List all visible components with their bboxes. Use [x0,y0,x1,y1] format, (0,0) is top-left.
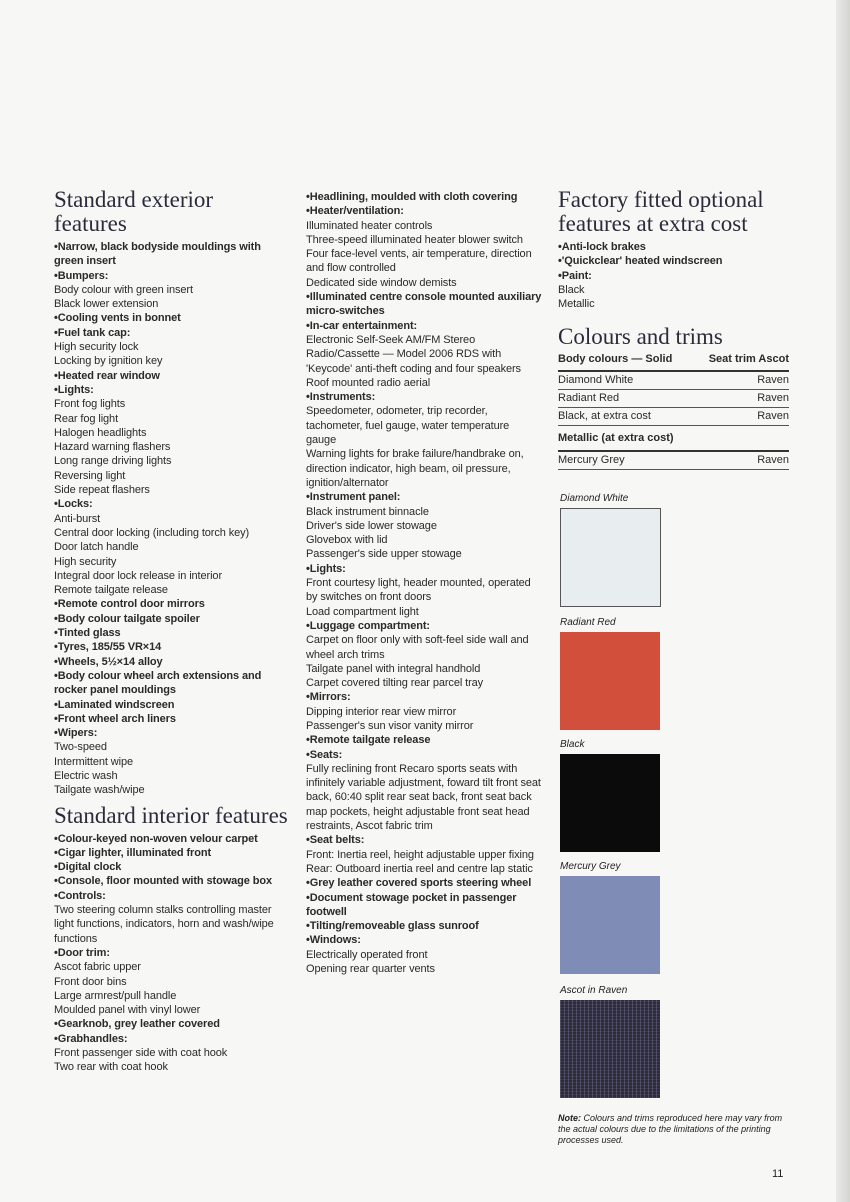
feature-heading: • Laminated windscreen [54,698,290,712]
interior-list-continued [306,190,542,976]
seat-trim: Raven [697,390,789,408]
swatch-label: Black [560,739,585,750]
feature-item: Hazard warning flashers [54,441,171,454]
feature-item: Remote tailgate release [54,584,168,597]
feature-heading: • Headlining, moulded with cloth covering [306,190,542,204]
swatch-label: Ascot in Raven [560,985,628,996]
colour-swatch [560,1000,660,1098]
feature-item: Intermittent wipe [54,755,134,768]
feature-item: Speedometer, odometer, trip recorder, tachometer, fuel gauge, water temperature gauge [306,405,510,447]
feature-item: Locking by ignition key [54,355,163,368]
feature-item: Side repeat flashers [54,484,150,497]
feature-heading: • Digital clock [54,860,290,874]
feature-item: Glovebox with lid [306,534,388,547]
feature-heading: • Controls: [54,889,290,903]
note-text: Colours and trims reproduced here may vary from the actual colours due to the limitations of the printing processes used. [558,1113,783,1145]
feature-item: Front passenger side with coat hook [54,1047,228,1060]
feature-heading: • Paint: [558,269,789,283]
feature-item: Fully reclining front Recaro sports seats with infinitely variable adjustment, foward tilt front seat back, 60:40 split rear seat back, front seat back map pockets, height adjustable front seat head restraints, Ascot fabric trim [306,762,541,833]
feature-heading: • Locks: [54,497,290,511]
interior-section [54,804,290,1075]
feature-item: Carpet on floor only with soft-feel side wall and wheel arch trims [306,634,529,661]
colours-header-right: Seat trim Ascot [708,353,789,366]
feature-heading: • Seats: [306,748,542,762]
column-left [54,188,290,1075]
feature-item: Door latch handle [54,541,139,554]
feature-item: Black instrument binnacle [306,505,429,518]
feature-heading: • Colour-keyed non-woven velour carpet [54,832,290,846]
feature-item: Driver's side lower stowage [306,519,437,532]
feature-item: Ascot fabric upper [54,961,141,974]
feature-heading: • Body colour tailgate spoiler [54,612,290,626]
colour-row [558,451,789,470]
feature-item: Tailgate panel with integral handhold [306,662,481,675]
colour-row [558,371,789,390]
interior-title: Standard interior features [54,802,288,828]
feature-heading: • Gearknob, grey leather covered [54,1017,290,1031]
feature-item: Passenger's sun visor vanity mirror [306,719,474,732]
feature-item: Load compartment light [306,605,419,618]
feature-heading: • Document stowage pocket in passenger footwell [306,891,542,920]
feature-heading: • Front wheel arch liners [54,712,290,726]
feature-heading: • Lights: [54,383,290,397]
page-number: 11 [772,1168,784,1180]
feature-item: Black lower extension [54,298,159,311]
feature-item: Carpet covered tilting rear parcel tray [306,677,484,690]
feature-heading: • Heated rear window [54,369,290,383]
feature-item: Tailgate wash/wipe [54,784,145,797]
feature-item: Front fog lights [54,398,126,411]
feature-item: Electronic Self-Seek AM/FM Stereo Radio/Cassette — Model 2006 RDS with 'Keycode' anti-theft coding and four speakers [306,333,521,375]
feature-item: Moulded panel with vinyl lower [54,1004,201,1017]
feature-item: Illuminated heater controls [306,219,433,232]
optional-list [558,240,789,311]
feature-heading: • 'Quickclear' heated windscreen [558,254,789,268]
feature-heading: • Wheels, 5½×14 alloy [54,655,290,669]
colour-name: Mercury Grey [558,451,697,470]
feature-heading: • Tilting/removeable glass sunroof [306,919,542,933]
feature-heading: • Cigar lighter, illuminated front [54,846,290,860]
seat-trim: Raven [697,408,789,426]
feature-heading: • Tinted glass [54,626,290,640]
feature-heading: • In-car entertainment: [306,319,542,333]
metallic-header: Metallic (at extra cost) [558,426,789,452]
feature-heading: • Illuminated centre console mounted auxiliary micro-switches [306,290,542,319]
feature-item: Anti-burst [54,512,101,525]
swatch-label: Diamond White [560,493,629,504]
feature-heading: • Body colour wheel arch extensions and rocker panel mouldings [54,669,290,698]
seat-trim: Raven [697,451,789,470]
feature-item: Front courtesy light, header mounted, operated by switches on front doors [306,577,531,604]
metallic-header-row [558,426,789,452]
colour-name: Black, at extra cost [558,408,697,426]
feature-heading: • Tyres, 185/55 VR×14 [54,640,290,654]
feature-heading: • Bumpers: [54,269,290,283]
feature-heading: • Seat belts: [306,833,542,847]
feature-heading: • Grey leather covered sports steering wheel [306,876,542,890]
feature-item: Roof mounted radio aerial [306,376,431,389]
swatch-label: Radiant Red [560,617,616,628]
interior-list [54,832,290,1075]
feature-item: Two-speed [54,741,107,754]
feature-item: Warning lights for brake failure/handbrake on, direction indicator, high beam, oil pressure, ignition/alternator [306,448,524,489]
feature-item: Front: Inertia reel, height adjustable upper fixing [306,848,534,861]
seat-trim: Raven [697,371,789,390]
feature-item: Metallic [558,298,595,311]
feature-item: Dedicated side window demists [306,276,457,289]
feature-item: Three-speed illuminated heater blower switch [306,233,523,246]
colour-swatch [560,754,660,852]
feature-item: Rear fog light [54,412,119,425]
feature-item: Dipping interior rear view mirror [306,705,457,718]
feature-item: Central door locking (including torch key) [54,526,250,539]
feature-heading: • Fuel tank cap: [54,326,290,340]
feature-heading: • Anti-lock brakes [558,240,789,254]
feature-item: Integral door lock release in interior [54,569,223,582]
feature-item: Black [558,283,585,296]
feature-heading: • Wipers: [54,726,290,740]
feature-heading: • Remote control door mirrors [54,597,290,611]
colour-name: Radiant Red [558,390,697,408]
feature-item: Large armrest/pull handle [54,989,177,1002]
feature-item: Two rear with coat hook [54,1061,168,1074]
feature-item: Electric wash [54,769,118,782]
feature-item: High security lock [54,341,139,354]
feature-heading: • Narrow, black bodyside mouldings with green insert [54,240,290,269]
feature-item: Passenger's side upper stowage [306,548,462,561]
feature-heading: • Luggage compartment: [306,619,542,633]
note-lead: Note: [558,1113,581,1123]
colour-row [558,390,789,408]
feature-item: Opening rear quarter vents [306,963,435,976]
feature-heading: • Heater/ventilation: [306,204,542,218]
feature-heading: • Lights: [306,562,542,576]
feature-heading: • Grabhandles: [54,1032,290,1046]
feature-heading: • Cooling vents in bonnet [54,311,290,325]
feature-heading: • Windows: [306,933,542,947]
feature-item: Rear: Outboard inertia reel and centre lap static [306,862,533,875]
feature-item: Halogen headlights [54,426,147,439]
exterior-list [54,240,290,798]
feature-item: Reversing light [54,469,126,482]
feature-item: Long range driving lights [54,455,172,468]
swatch-label: Mercury Grey [560,861,621,872]
feature-heading: • Remote tailgate release [306,733,542,747]
feature-item: Two steering column stalks controlling master light functions, indicators, horn and wash/wipe functions [54,904,274,945]
colours-title: Colours and trims [558,324,723,350]
colour-swatch [560,876,660,974]
colour-swatch [560,508,661,607]
feature-item: Four face-level vents, air temperature, direction and flow controlled [306,248,532,275]
feature-item: Front door bins [54,975,127,988]
colours-header-left: Body colours — Solid [558,353,673,366]
column-right [558,188,789,470]
feature-item: Body colour with green insert [54,283,193,296]
feature-item: High security [54,555,117,568]
feature-heading: • Door trim: [54,946,290,960]
feature-heading: • Instruments: [306,390,542,404]
colour-note [558,1113,788,1146]
colour-swatch [560,632,660,730]
feature-heading: • Instrument panel: [306,490,542,504]
optional-title: Factory fitted optional features at extra cost [558,187,764,236]
column-middle [306,190,542,976]
feature-heading: • Mirrors: [306,690,542,704]
colours-table-body [558,371,789,470]
colours-table [558,353,789,470]
colour-row [558,408,789,426]
feature-heading: • Console, floor mounted with stowage box [54,874,290,888]
exterior-title: Standard exterior features [54,187,214,236]
colour-name: Diamond White [558,371,697,390]
page-edge [836,0,850,1202]
feature-item: Electrically operated front [306,948,428,961]
